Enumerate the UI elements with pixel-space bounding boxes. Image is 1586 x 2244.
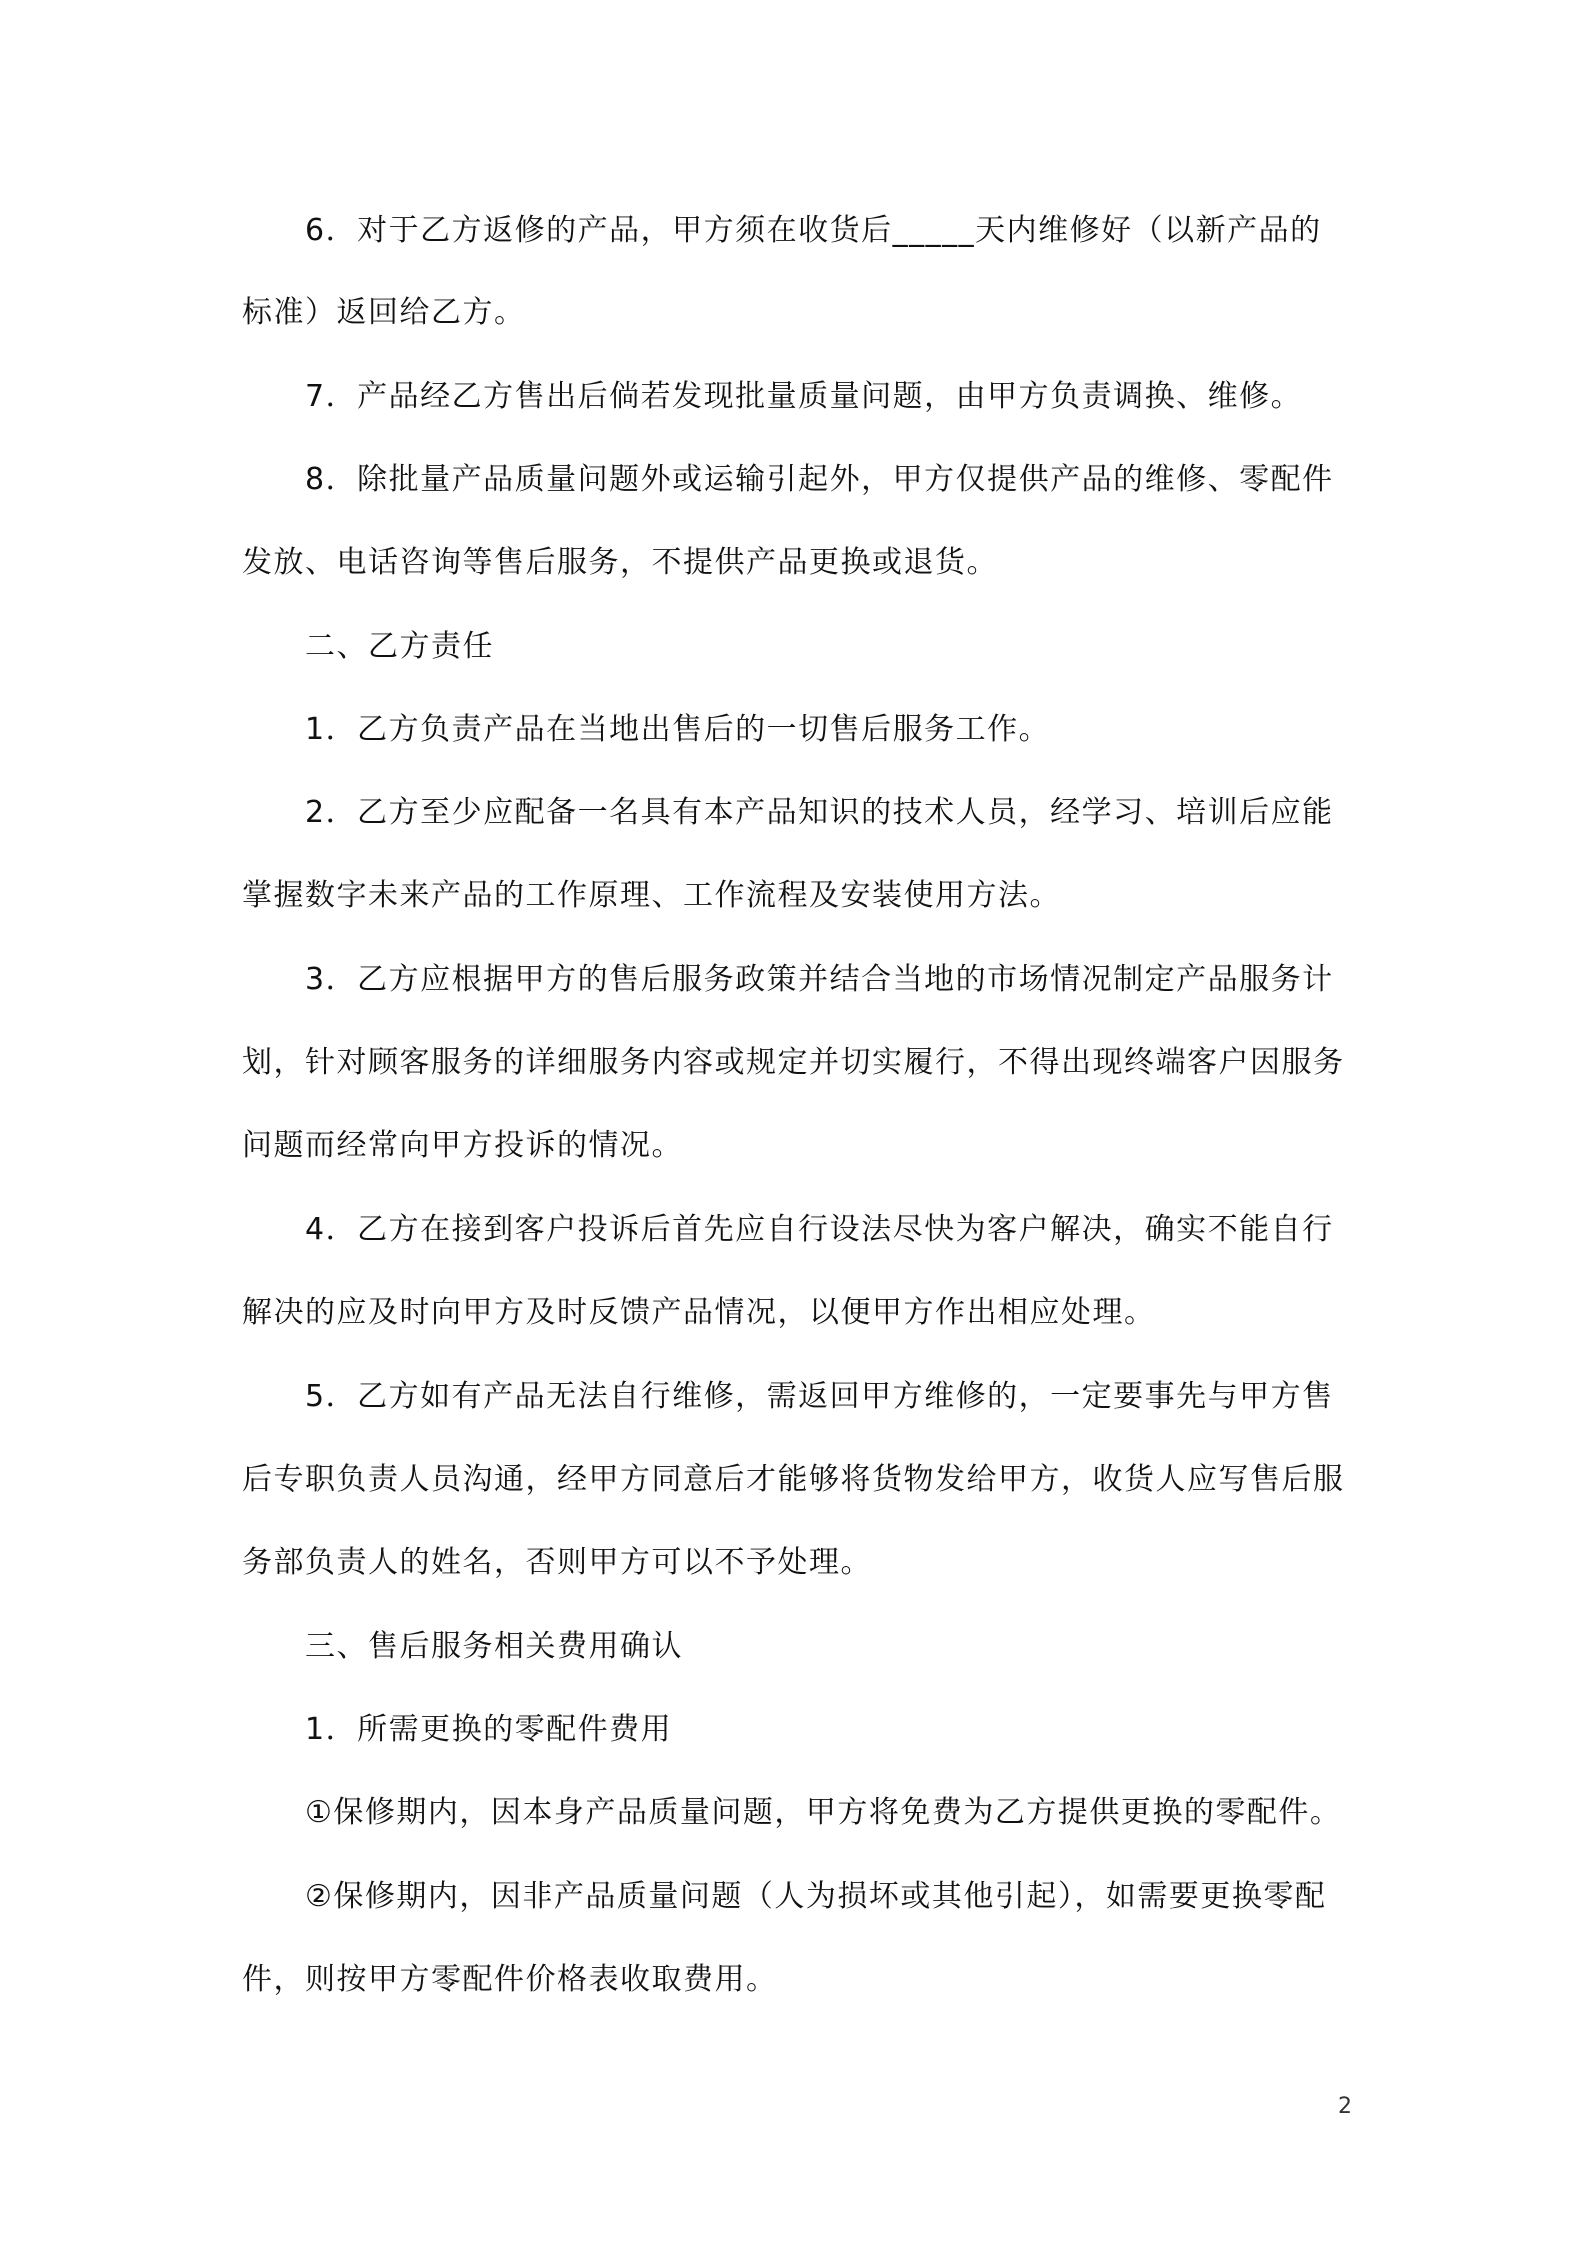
clause-7: 7．产品经乙方售出后倘若发现批量质量问题，由甲方负责调换、维修。 xyxy=(305,379,1303,414)
clause-6-line-2: 标准）返回给乙方。 xyxy=(242,295,526,330)
section-2-clause-4-line-2: 解决的应及时向甲方及时反馈产品情况，以便甲方作出相应处理。 xyxy=(242,1295,1156,1330)
section-3-item-2-line-1: ②保修期内，因非产品质量问题（人为损坏或其他引起），如需要更换零配 xyxy=(305,1879,1327,1914)
section-2-clause-2-line-1: 2．乙方至少应配备一名具有本产品知识的技术人员，经学习、培训后应能 xyxy=(305,795,1334,830)
section-2-clause-5-line-3: 务部负责人的姓名，否则甲方可以不予处理。 xyxy=(242,1545,872,1580)
section-2-clause-3-line-2: 划，针对顾客服务的详细服务内容或规定并切实履行，不得出现终端客户因服务 xyxy=(242,1045,1345,1080)
section-2-clause-3-line-3: 问题而经常向甲方投诉的情况。 xyxy=(242,1128,683,1163)
section-2-clause-4-line-1: 4．乙方在接到客户投诉后首先应自行设法尽快为客户解决，确实不能自行 xyxy=(305,1212,1334,1247)
section-3-clause-1: 1．所需更换的零配件费用 xyxy=(305,1712,673,1747)
page-number: 2 xyxy=(1338,2094,1352,2119)
section-2-heading: 二、乙方责任 xyxy=(305,629,494,664)
section-2-clause-5-line-1: 5．乙方如有产品无法自行维修，需返回甲方维修的，一定要事先与甲方售 xyxy=(305,1379,1334,1414)
clause-8-line-2: 发放、电话咨询等售后服务，不提供产品更换或退货。 xyxy=(242,545,998,580)
section-3-item-2-line-2: 件，则按甲方零配件价格表收取费用。 xyxy=(242,1962,778,1997)
clause-6-line-1: 6．对于乙方返修的产品，甲方须在收货后_____天内维修好（以新产品的 xyxy=(305,213,1322,248)
section-3-heading: 三、售后服务相关费用确认 xyxy=(305,1629,683,1664)
section-2-clause-3-line-1: 3．乙方应根据甲方的售后服务政策并结合当地的市场情况制定产品服务计 xyxy=(305,962,1334,997)
section-2-clause-1: 1．乙方负责产品在当地出售后的一切售后服务工作。 xyxy=(305,712,1051,747)
section-3-item-1: ①保修期内，因本身产品质量问题，甲方将免费为乙方提供更换的零配件。 xyxy=(305,1795,1342,1830)
section-2-clause-5-line-2: 后专职负责人员沟通，经甲方同意后才能够将货物发给甲方，收货人应写售后服 xyxy=(242,1462,1345,1497)
section-2-clause-2-line-2: 掌握数字未来产品的工作原理、工作流程及安装使用方法。 xyxy=(242,878,1061,913)
clause-8-line-1: 8．除批量产品质量问题外或运输引起外，甲方仅提供产品的维修、零配件 xyxy=(305,462,1334,497)
